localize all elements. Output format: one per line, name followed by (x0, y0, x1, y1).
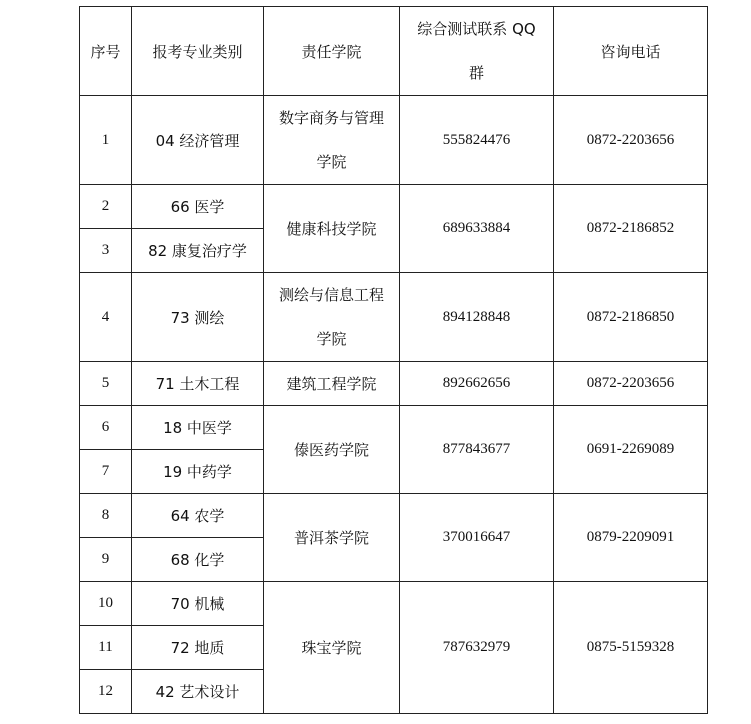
cell-college-line2: 学院 (316, 330, 347, 348)
cell-phone: 0872-2203656 (554, 362, 708, 406)
admission-contact-table (79, 6, 708, 714)
cell-major: 66 医学 (132, 185, 264, 229)
cell-major: 04 经济管理 (132, 96, 264, 185)
cell-phone: 0872-2186850 (554, 273, 708, 362)
cell-college-line2: 学院 (316, 153, 347, 171)
table-row (80, 582, 708, 626)
cell-no: 10 (80, 582, 132, 626)
header-phone: 咨询电话 (554, 7, 708, 96)
cell-major: 68 化学 (132, 538, 264, 582)
header-row (80, 7, 708, 96)
cell-no: 9 (80, 538, 132, 582)
cell-major: 82 康复治疗学 (132, 229, 264, 273)
cell-qq-group: 787632979 (400, 582, 554, 714)
cell-phone: 0691-2269089 (554, 406, 708, 494)
cell-no: 3 (80, 229, 132, 273)
header-qq-line2: 群 (468, 64, 484, 82)
cell-college: 建筑工程学院 (264, 362, 400, 406)
cell-major: 42 艺术设计 (132, 670, 264, 714)
cell-major: 64 农学 (132, 494, 264, 538)
cell-major: 73 测绘 (132, 273, 264, 362)
cell-major: 18 中医学 (132, 406, 264, 450)
cell-no: 5 (80, 362, 132, 406)
table-row (80, 494, 708, 538)
header-college: 责任学院 (264, 7, 400, 96)
cell-no: 11 (80, 626, 132, 670)
cell-college (264, 273, 400, 362)
cell-qq-group: 370016647 (400, 494, 554, 582)
cell-no: 2 (80, 185, 132, 229)
cell-phone: 0872-2203656 (554, 96, 708, 185)
cell-no: 12 (80, 670, 132, 714)
cell-college: 傣医药学院 (264, 406, 400, 494)
cell-phone: 0872-2186852 (554, 185, 708, 273)
cell-qq-group: 877843677 (400, 406, 554, 494)
cell-no: 8 (80, 494, 132, 538)
cell-college-line1: 数字商务与管理 (278, 109, 384, 127)
cell-college: 普洱茶学院 (264, 494, 400, 582)
cell-major: 72 地质 (132, 626, 264, 670)
table-row (80, 273, 708, 362)
cell-phone: 0879-2209091 (554, 494, 708, 582)
cell-no: 4 (80, 273, 132, 362)
cell-college: 珠宝学院 (264, 582, 400, 714)
cell-college (264, 96, 400, 185)
table-body (80, 7, 708, 714)
cell-qq-group: 689633884 (400, 185, 554, 273)
cell-major: 70 机械 (132, 582, 264, 626)
cell-college-line1: 测绘与信息工程 (278, 286, 384, 304)
header-qq (400, 7, 554, 96)
cell-major: 19 中药学 (132, 450, 264, 494)
table-row (80, 185, 708, 229)
cell-qq-group: 555824476 (400, 96, 554, 185)
cell-major: 71 土木工程 (132, 362, 264, 406)
header-no: 序号 (80, 7, 132, 96)
cell-phone: 0875-5159328 (554, 582, 708, 714)
cell-qq-group: 894128848 (400, 273, 554, 362)
cell-qq-group: 892662656 (400, 362, 554, 406)
cell-no: 1 (80, 96, 132, 185)
table-row (80, 96, 708, 185)
header-qq-line1: 综合测试联系 QQ (417, 20, 536, 38)
table-row (80, 362, 708, 406)
cell-college: 健康科技学院 (264, 185, 400, 273)
table-row (80, 406, 708, 450)
header-major: 报考专业类别 (132, 7, 264, 96)
cell-no: 6 (80, 406, 132, 450)
cell-no: 7 (80, 450, 132, 494)
